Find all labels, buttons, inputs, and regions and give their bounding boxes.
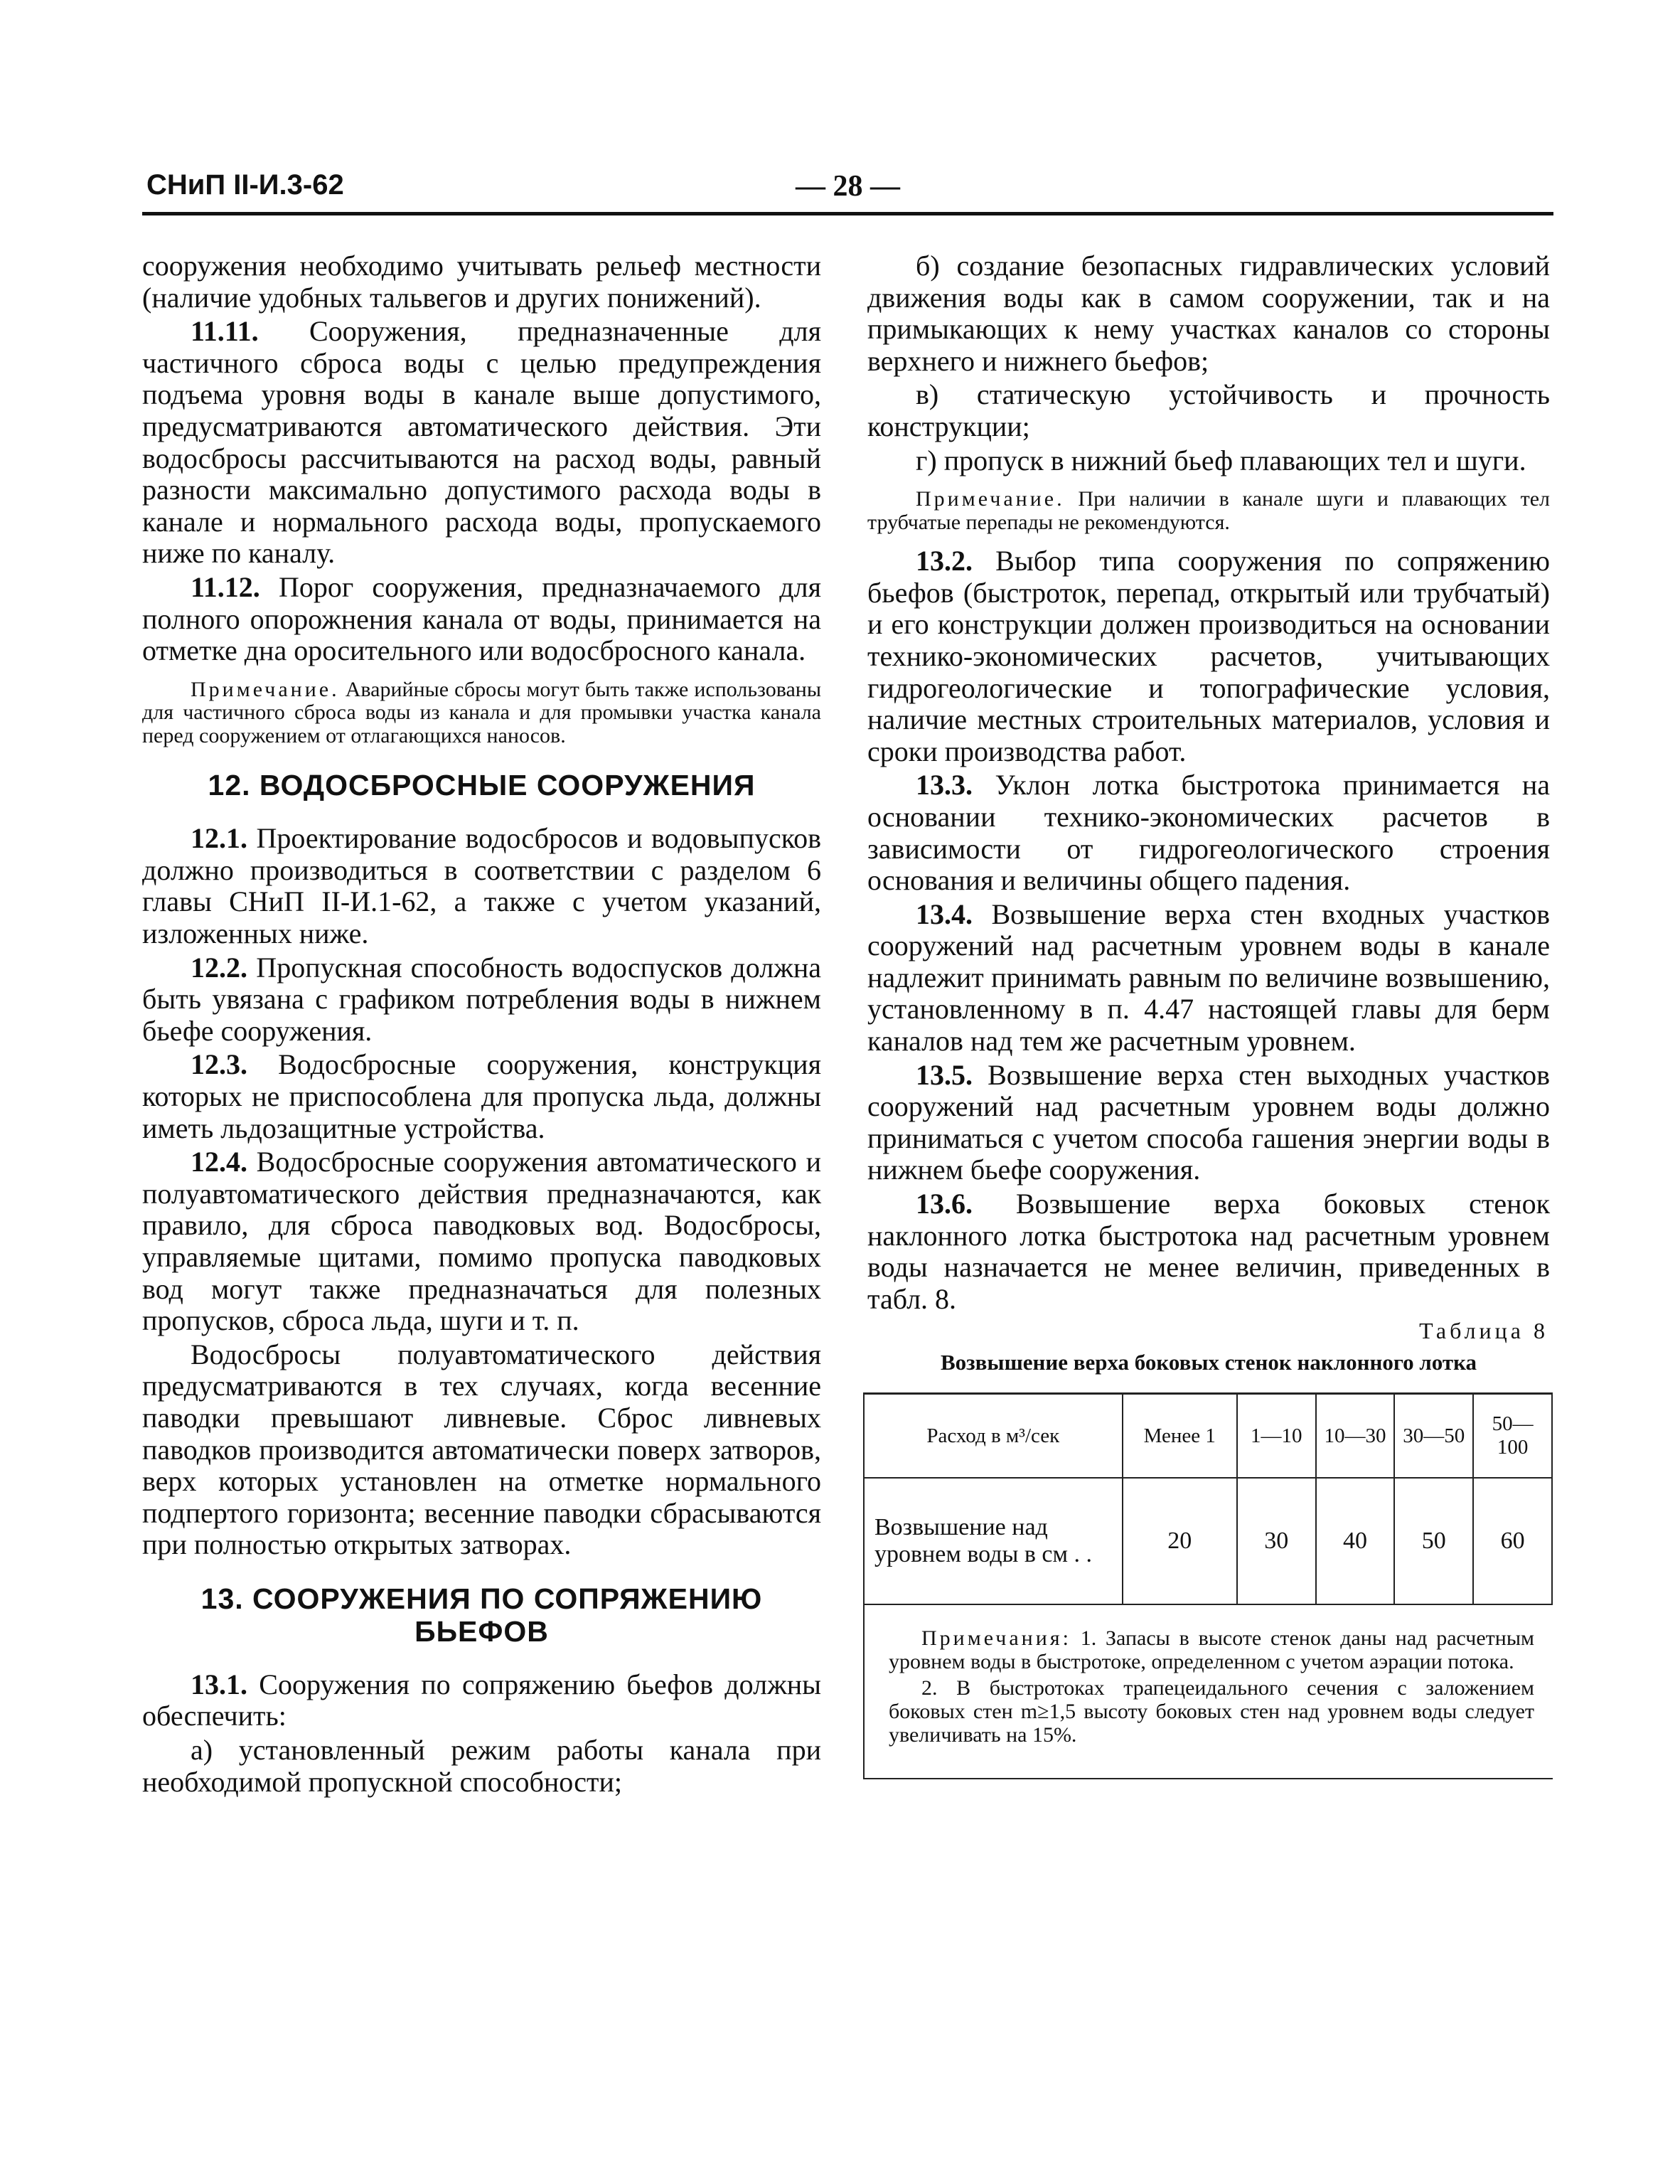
- left-column: [142, 250, 821, 1800]
- paragraph-12-1: [142, 823, 821, 949]
- clause-text: Водосбросные сооружения автоматического и полуавтоматического действия предназначаются, как правило, для сброса паводковых вод. Водосбросы, управляемые щитами, помимо пропуска паводковых вод могут также предназначаться для полезных пропусков, сброса льда, шуги и т. п.: [142, 1146, 821, 1337]
- clause-text: Порог сооружения, предназначаемого для полного опорожнения канала от воды, принимается на отметке дна оросительного или водосбросного канала.: [142, 570, 821, 667]
- data-table: [865, 1395, 1553, 1605]
- paragraph-13-5: [867, 1060, 1550, 1186]
- header-cell: 10—30: [1316, 1395, 1395, 1478]
- clause-text: Возвышение верха стен выходных участков сооружений над расчетным уровнем воды должно приниматься с учетом способа гашения энергии воды в нижнем бьефе сооружения.: [867, 1058, 1550, 1186]
- table-row: [865, 1478, 1552, 1604]
- table-cell: 30: [1237, 1478, 1316, 1604]
- clause-number: 13.4.: [916, 897, 973, 930]
- paragraph-12-2: [142, 952, 821, 1048]
- header-rule: [142, 212, 1553, 215]
- document-code: СНиП II-И.3-62: [146, 169, 344, 201]
- paragraph-semi-automatic: Водосбросы полуавтоматического действия предусматриваются в тех случаях, когда весенние паводки превышают ливневые. Сброс ливневых паводков производится автоматически поверх затворов, верх которых установлен на отметке нормального подпертого горизонта; весенние паводки сбрасываются при полностью открытых затворах.: [142, 1338, 821, 1561]
- header-cell: 30—50: [1394, 1395, 1473, 1478]
- paragraph-13-6: [867, 1188, 1550, 1315]
- table-note-2: 2. В быстротоках трапецеидального сечения с заложением боковых стен m≥1,5 высоту боковых стен над уровнем воды следует увеличивать на 15%.: [889, 1676, 1534, 1747]
- clause-text: Проектирование водосбросов и водовыпусков должно производиться в соответствии с разделом 6 главы СНиП II-И.1-62, а также с учетом указаний, изложенных ниже.: [142, 822, 821, 949]
- clause-number: 11.11.: [191, 315, 259, 348]
- clause-text: Возвышение верха боковых стенок наклонного лотка быстротока над расчетным уровнем воды назначается не менее величин, приведенных в табл. 8.: [867, 1188, 1550, 1315]
- table-cell: 60: [1473, 1478, 1552, 1604]
- table-cell: 50: [1394, 1478, 1473, 1604]
- note-label: Примечание.: [191, 677, 340, 701]
- paragraph-11-11: [142, 316, 821, 570]
- paragraph-11-12: [142, 572, 821, 667]
- header-cell: 1—10: [1237, 1395, 1316, 1478]
- page-number: — 28 —: [796, 170, 900, 203]
- paragraph-12-3: [142, 1049, 821, 1144]
- clause-number: 13.2.: [916, 545, 973, 577]
- paragraph-13-4: [867, 899, 1550, 1058]
- list-item-a: а) установленный режим работы канала при необходимой пропускной способности;: [142, 1734, 821, 1798]
- clause-number: 12.4.: [191, 1146, 247, 1178]
- clause-text: Водосбросные сооружения, конструкция которых не приспособлена для пропуска льда, должны иметь льдозащитные устройства.: [142, 1048, 821, 1144]
- header-cell: Менее 1: [1123, 1395, 1237, 1478]
- clause-number: 13.1.: [191, 1668, 247, 1700]
- paragraph-12-4: [142, 1146, 821, 1337]
- section-heading-13: [142, 1582, 821, 1648]
- clause-text: Сооружения по сопряжению бьефов должны обеспечить:: [142, 1668, 821, 1732]
- clause-text: Выбор типа сооружения по сопряжению бьефов (быстроток, перепад, открытый или трубчатый) и его конструкции должен производиться на основании технико-экономических расчетов, учитывающих гидрогеологические и топографические условия, наличие местных строительных материалов, условия и сроки производства работ.: [867, 545, 1550, 767]
- note-text: 1. Запасы в высоте стенок даны над расчетным уровнем воды в быстротоке, определенном с учетом аэрации потока.: [889, 1626, 1534, 1674]
- header-cell-discharge: Расход в м³/сек: [865, 1395, 1123, 1478]
- table-notes: [865, 1605, 1553, 1778]
- clause-text: Возвышение верха стен входных участков сооружений над расчетным уровнем воды в канале надлежит принимать равным по величине возвышению, установленному в п. 4.47 настоящей главы для берм каналов над тем же расчетным уровнем.: [867, 897, 1550, 1058]
- note-text: При наличии в канале шуги и плавающих тел трубчатые перепады не рекомендуются.: [867, 487, 1550, 534]
- table-header-row: [865, 1395, 1552, 1478]
- notes-label: Примечания:: [921, 1626, 1071, 1651]
- table-note-1: [889, 1626, 1534, 1673]
- list-item-v: в) статическую устойчивость и прочность конструкции;: [867, 378, 1550, 442]
- list-item-b: б) создание безопасных гидравлических условий движения воды как в самом сооружении, так и на примыкающих к нему участках каналов со стороны верхнего и нижнего бьефов;: [867, 250, 1550, 377]
- clause-number: 13.5.: [916, 1058, 973, 1091]
- table-cell: 20: [1123, 1478, 1237, 1604]
- paragraph-13-2: [867, 545, 1550, 767]
- note-11: [142, 678, 821, 748]
- table-title: Возвышение верха боковых стенок наклонного лотка: [940, 1350, 1477, 1375]
- table-8: [863, 1392, 1553, 1779]
- table-cell: 40: [1316, 1478, 1395, 1604]
- note-label: Примечание.: [916, 487, 1065, 511]
- clause-text: Уклон лотка быстротока принимается на основании технико-экономических расчетов в зависимости от гидрогеологического строения основания и величины общего падения.: [867, 769, 1550, 897]
- heading-line: БЬЕФОВ: [414, 1614, 549, 1648]
- header-cell: 50—100: [1473, 1395, 1552, 1478]
- right-column: [867, 250, 1550, 1779]
- heading-line: 13. СООРУЖЕНИЯ ПО СОПРЯЖЕНИЮ: [200, 1582, 763, 1615]
- clause-number: 12.3.: [191, 1048, 247, 1081]
- clause-number: 12.1.: [191, 822, 247, 855]
- clause-text: Сооружения, предназначенные для частичного сброса воды с целью предупреждения подъема уровня воды в канале выше допустимого, предусматриваются автоматического действия. Эти водосбросы рассчитываются на расход воды, равный разности максимально допустимого расхода воды в канале и нормального расхода воды, пропускаемого ниже по каналу.: [142, 315, 821, 570]
- page-header: [142, 169, 1553, 213]
- row-label: Возвышение над уровнем воды в см . .: [865, 1478, 1123, 1604]
- table-caption: Таблица 8: [1419, 1318, 1548, 1344]
- paragraph-continuation: сооружения необходимо учитывать рельеф местности (наличие удобных тальвегов и других понижений).: [142, 250, 821, 314]
- paragraph-13-3: [867, 769, 1550, 896]
- list-item-g: г) пропуск в нижний бьеф плавающих тел и шуги.: [916, 444, 1526, 476]
- paragraph-13-1: [142, 1669, 821, 1732]
- clause-number: 13.6.: [916, 1188, 973, 1220]
- clause-number: 12.2.: [191, 951, 247, 984]
- clause-text: Пропускная способность водоспусков должна быть увязана с графиком потребления воды в нижнем бьефе сооружения.: [142, 951, 821, 1047]
- clause-number: 11.12.: [191, 570, 260, 603]
- note-13: [867, 488, 1550, 534]
- clause-number: 13.3.: [916, 769, 973, 801]
- section-heading-12: 12. ВОДОСБРОСНЫЕ СООРУЖЕНИЯ: [208, 769, 756, 802]
- note-text: Аварийные сбросы могут быть также использованы для частичного сброса воды из канала и для промывки участка канала перед сооружением от отлагающихся наносов.: [142, 677, 821, 747]
